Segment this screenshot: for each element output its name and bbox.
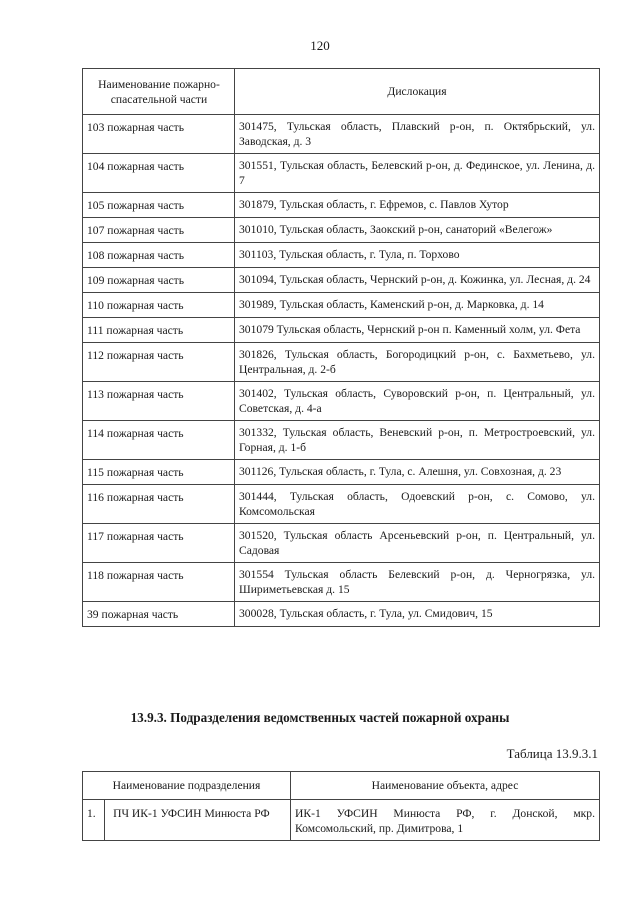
table-row [83,154,600,193]
table-row [83,460,600,485]
location-cell: 301010, Тульская область, Заокский р-он, санаторий «Велегож» [235,218,600,243]
table-row [83,602,600,627]
unit-name-cell: 112 пожарная часть [83,343,235,382]
table-caption: Таблица 13.9.3.1 [506,746,598,761]
row-number-cell: 1. [83,800,105,841]
departmental-units-table [82,771,600,841]
location-cell: 301520, Тульская область Арсеньевский р-он, п. Центральный, ул. Садовая [235,524,600,563]
table-row [83,243,600,268]
location-cell: 301444, Тульская область, Одоевский р-он, с. Сомово, ул. Комсомольская [235,485,600,524]
location-cell: 301079 Тульская область, Чернский р-он п. Каменный холм, ул. Фета [235,318,600,343]
location-cell: 301826, Тульская область, Богородицкий р-он, с. Бахметьево, ул. Центральная, д. 2-б [235,343,600,382]
table-row [83,524,600,563]
page-number: 120 [310,38,330,53]
unit-name-cell: 108 пожарная часть [83,243,235,268]
division-name-cell: ПЧ ИК-1 УФСИН Минюста РФ [105,800,291,841]
header-location: Дислокация [235,69,600,115]
unit-name-cell: 116 пожарная часть [83,485,235,524]
unit-name-cell: 105 пожарная часть [83,193,235,218]
object-address-cell: ИК-1 УФСИН Минюста РФ, г. Донской, мкр. Комсомольский, пр. Димитрова, 1 [291,800,600,841]
unit-name-cell: 39 пожарная часть [83,602,235,627]
unit-name-cell: 118 пожарная часть [83,563,235,602]
section-heading: 13.9.3. Подразделения ведомственных частей пожарной охраны [130,710,510,725]
unit-name-cell: 117 пожарная часть [83,524,235,563]
location-cell: 301554 Тульская область Белевский р-он, д. Черногрязка, ул. Шириметьевская д. 15 [235,563,600,602]
table-row [83,421,600,460]
table-row [83,193,600,218]
table-row [83,218,600,243]
table-row [83,318,600,343]
table-row [83,382,600,421]
header-division-name: Наименование подразделения [83,772,291,800]
table-header-row [83,772,600,800]
unit-name-cell: 111 пожарная часть [83,318,235,343]
unit-name-cell: 113 пожарная часть [83,382,235,421]
unit-name-cell: 114 пожарная часть [83,421,235,460]
location-cell: 301094, Тульская область, Чернский р-он, д. Кожинка, ул. Лесная, д. 24 [235,268,600,293]
table-header-row [83,69,600,115]
location-cell: 301402, Тульская область, Суворовский р-он, п. Центральный, ул. Советская, д. 4-а [235,382,600,421]
fire-units-table [82,68,600,627]
table-row [83,343,600,382]
table-row [83,485,600,524]
unit-name-cell: 103 пожарная часть [83,115,235,154]
unit-name-cell: 104 пожарная часть [83,154,235,193]
table-row [83,115,600,154]
unit-name-cell: 107 пожарная часть [83,218,235,243]
location-cell: 301103, Тульская область, г. Тула, п. Торхово [235,243,600,268]
location-cell: 301879, Тульская область, г. Ефремов, с. Павлов Хутор [235,193,600,218]
location-cell: 301551, Тульская область, Белевский р-он, д. Фединское, ул. Ленина, д. 7 [235,154,600,193]
header-object-address: Наименование объекта, адрес [291,772,600,800]
table-row [83,268,600,293]
table-row [83,800,600,841]
location-cell: 301475, Тульская область, Плавский р-он, п. Октябрьский, ул. Заводская, д. 3 [235,115,600,154]
unit-name-cell: 115 пожарная часть [83,460,235,485]
unit-name-cell: 110 пожарная часть [83,293,235,318]
location-cell: 301332, Тульская область, Веневский р-он, п. Метростроевский, ул. Горная, д. 1-б [235,421,600,460]
location-cell: 301989, Тульская область, Каменский р-он, д. Марковка, д. 14 [235,293,600,318]
header-unit-name: Наименование пожарно-спасательной части [83,69,235,115]
table-row [83,563,600,602]
location-cell: 300028, Тульская область, г. Тула, ул. Смидович, 15 [235,602,600,627]
location-cell: 301126, Тульская область, г. Тула, с. Алешня, ул. Совхозная, д. 23 [235,460,600,485]
unit-name-cell: 109 пожарная часть [83,268,235,293]
table-row [83,293,600,318]
